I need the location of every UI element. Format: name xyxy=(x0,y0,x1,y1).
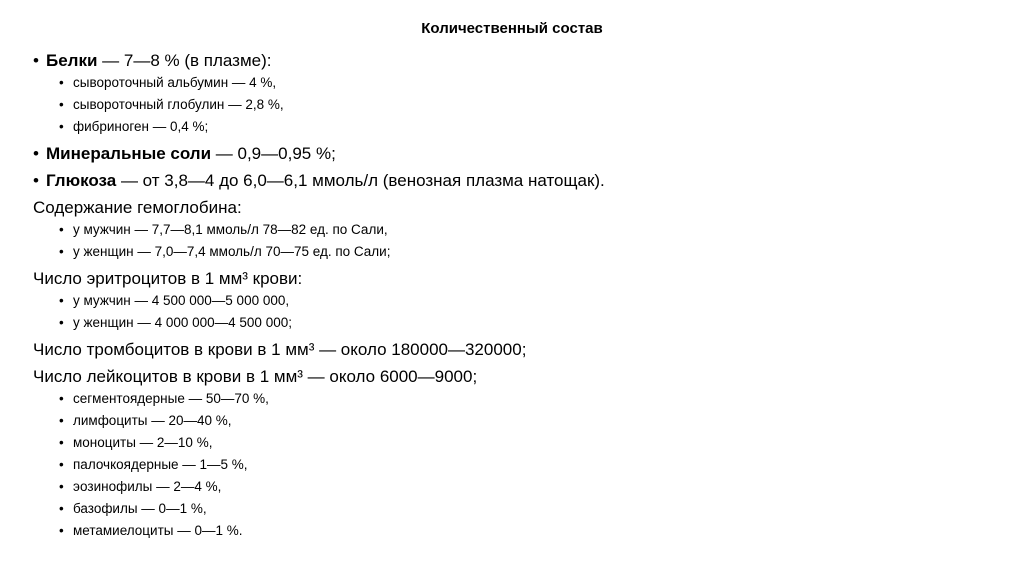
proteins-value: — 7—8 % (в плазме): xyxy=(97,51,272,70)
proteins-label: Белки xyxy=(46,51,98,70)
glucose-value: — от 3,8—4 до 6,0—6,1 ммоль/л (венозная плазма натощак). xyxy=(116,171,605,190)
salts-value: — 0,9—0,95 %; xyxy=(211,144,336,163)
glucose-label: Глюкоза xyxy=(46,171,117,190)
erythrocytes-item: • у женщин — 4 000 000—4 500 000; xyxy=(33,312,993,334)
leukocytes-item: • базофилы — 0—1 %, xyxy=(33,498,993,520)
proteins-line xyxy=(33,50,993,72)
hemoglobin-heading: Содержание гемоглобина: xyxy=(33,198,242,217)
proteins-item: • сывороточный глобулин — 2,8 %, xyxy=(33,94,993,116)
slide-title: Количественный состав xyxy=(421,20,603,37)
erythrocytes-heading: Число эритроцитов в 1 мм³ крови: xyxy=(33,269,303,288)
leukocytes-item: • лимфоциты — 20—40 %, xyxy=(33,410,993,432)
leukocytes-item: • сегментоядерные — 50—70 %, xyxy=(33,388,993,410)
proteins-item: • сывороточный альбумин — 4 %, xyxy=(33,72,993,94)
proteins-item: • фибриноген — 0,4 %; xyxy=(33,116,993,138)
hemoglobin-item: • у мужчин — 7,7—8,1 ммоль/л 78—82 ед. по Сали, xyxy=(33,219,993,241)
salts-label: Минеральные соли xyxy=(46,144,212,163)
leukocytes-item: • моноциты — 2—10 %, xyxy=(33,432,993,454)
hemoglobin-item: • у женщин — 7,0—7,4 ммоль/л 70—75 ед. по Сали; xyxy=(33,241,993,263)
erythrocytes-item: • у мужчин — 4 500 000—5 000 000, xyxy=(33,290,993,312)
salts-line xyxy=(33,143,993,165)
leukocytes-item: • метамиелоциты — 0—1 %. xyxy=(33,520,993,542)
slide-content xyxy=(33,50,993,542)
leukocytes-item: • палочкоядерные — 1—5 %, xyxy=(33,454,993,476)
glucose-line xyxy=(33,170,993,192)
platelets-heading: Число тромбоцитов в крови в 1 мм³ — около 180000—320000; xyxy=(33,340,527,359)
leukocytes-heading: Число лейкоцитов в крови в 1 мм³ — около 6000—9000; xyxy=(33,367,478,386)
leukocytes-item: • эозинофилы — 2—4 %, xyxy=(33,476,993,498)
